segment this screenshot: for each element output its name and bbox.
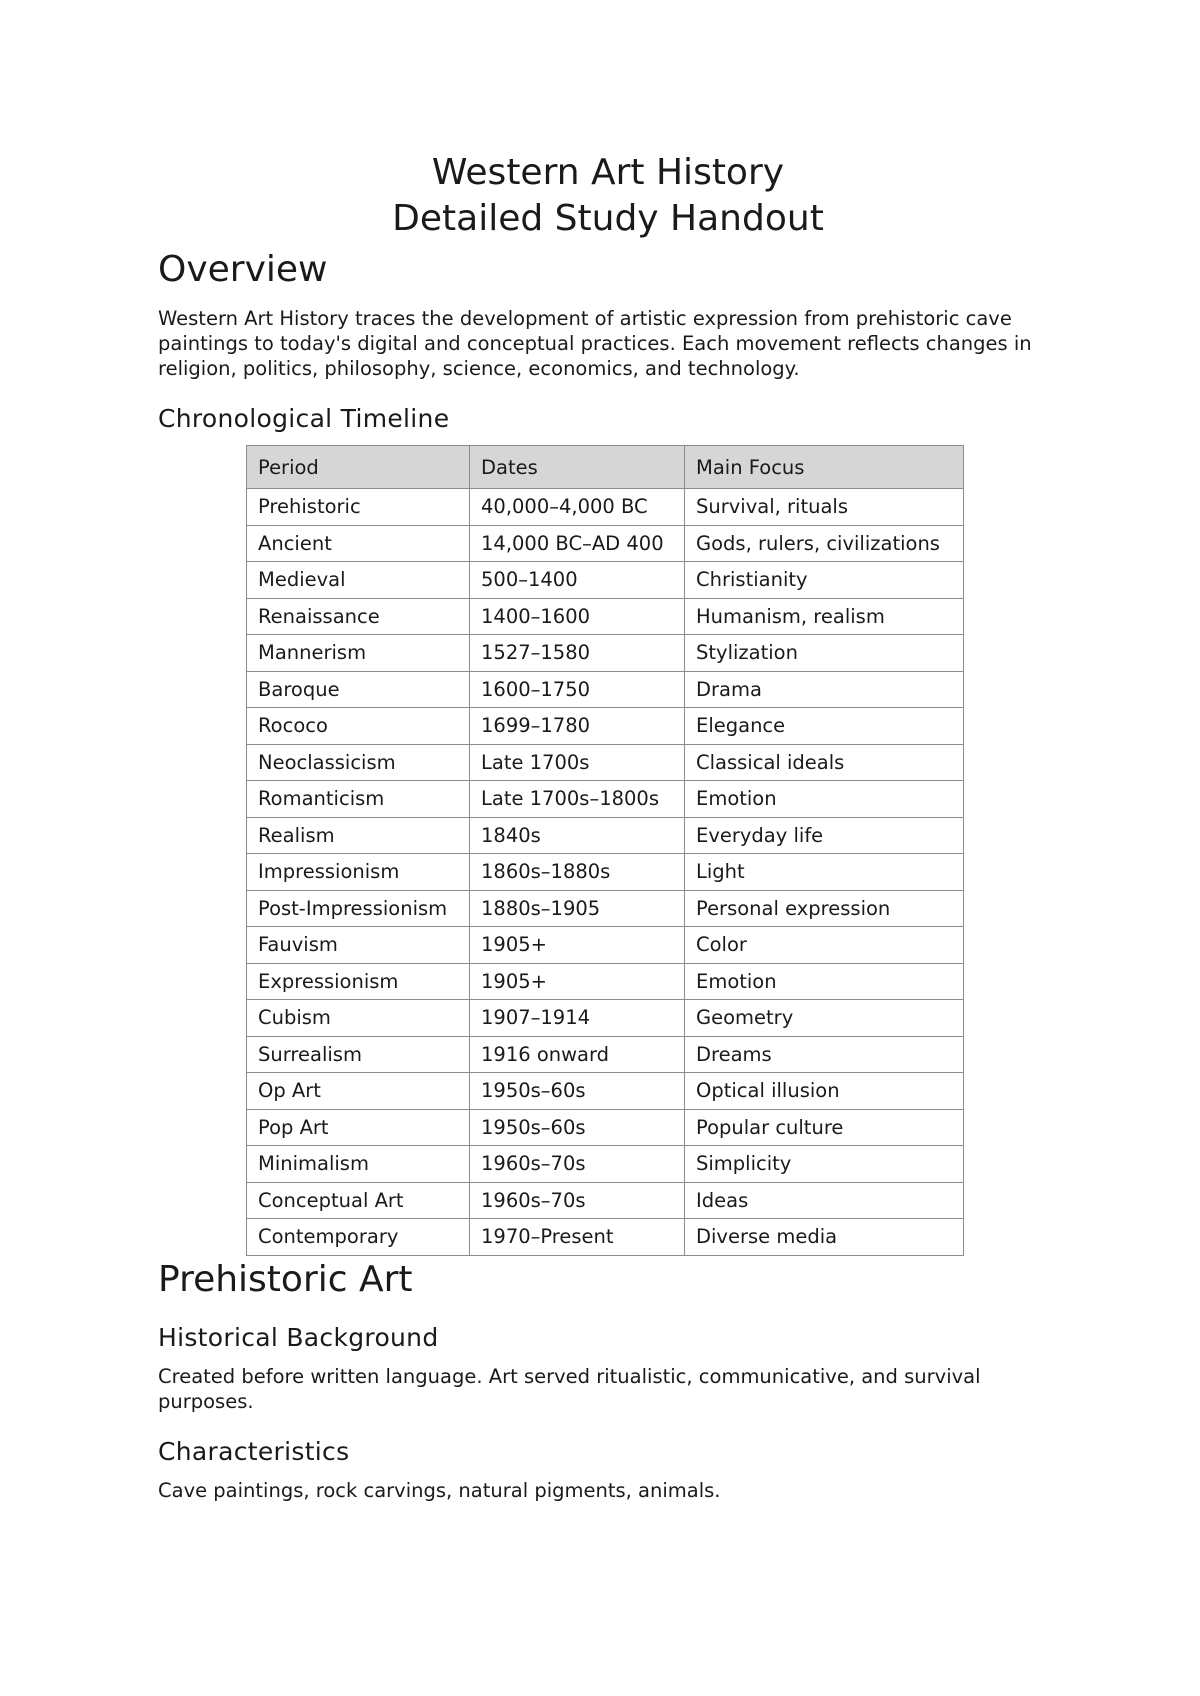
period-cell: Medieval [247,562,470,599]
timeline-body [247,489,964,1256]
period-cell: Contemporary [247,1219,470,1256]
period-cell: Renaissance [247,598,470,635]
table-row [247,890,964,927]
dates-cell: 1905+ [470,963,685,1000]
dates-cell: 1905+ [470,927,685,964]
dates-cell: 1950s–60s [470,1073,685,1110]
main-focus-cell: Drama [685,671,964,708]
period-cell: Surrealism [247,1036,470,1073]
period-cell: Ancient [247,525,470,562]
main-focus-cell: Optical illusion [685,1073,964,1110]
title-line-1: Western Art History [431,152,785,193]
table-row [247,1182,964,1219]
historical-background-paragraph: Created before written language. Art served ritualistic, communicative, and survival purposes. [158,1364,981,1413]
dates-cell: 1960s–70s [470,1146,685,1183]
dates-cell: 1400–1600 [470,598,685,635]
table-row [247,1146,964,1183]
dates-cell: Late 1700s–1800s [470,781,685,818]
dates-cell: 1840s [470,817,685,854]
document-title [158,150,1058,242]
period-cell: Fauvism [247,927,470,964]
main-focus-cell: Simplicity [685,1146,964,1183]
main-focus-cell: Humanism, realism [685,598,964,635]
dates-cell: 1950s–60s [470,1109,685,1146]
main-focus-cell: Dreams [685,1036,964,1073]
main-focus-cell: Geometry [685,1000,964,1037]
main-focus-cell: Ideas [685,1182,964,1219]
timeline-header-row [247,446,964,489]
document-page [158,150,1058,1503]
characteristics-heading: Characteristics [158,1436,350,1466]
overview-paragraph: Western Art History traces the development of artistic expression from prehistoric cave paintings to today's digital and conceptual practices. Each movement reflects changes in religion, politics, philosophy, science, economics, and technology. [158,307,1032,380]
dates-cell: 40,000–4,000 BC [470,489,685,526]
period-cell: Impressionism [247,854,470,891]
period-cell: Conceptual Art [247,1182,470,1219]
dates-cell: 1960s–70s [470,1182,685,1219]
dates-cell: Late 1700s [470,744,685,781]
dates-cell: 1600–1750 [470,671,685,708]
dates-cell: 1699–1780 [470,708,685,745]
main-focus-cell: Popular culture [685,1109,964,1146]
table-row [247,963,964,1000]
main-focus-cell: Light [685,854,964,891]
table-row [247,744,964,781]
table-row [247,1219,964,1256]
main-focus-cell: Elegance [685,708,964,745]
dates-cell: 1880s–1905 [470,890,685,927]
table-row [247,1036,964,1073]
period-cell: Neoclassicism [247,744,470,781]
table-row [247,1073,964,1110]
period-cell: Baroque [247,671,470,708]
table-row [247,854,964,891]
table-row [247,708,964,745]
characteristics-paragraph: Cave paintings, rock carvings, natural pigments, animals. [158,1478,721,1502]
dates-cell: 1527–1580 [470,635,685,672]
period-cell: Post-Impressionism [247,890,470,927]
timeline-heading: Chronological Timeline [158,404,450,433]
main-focus-cell: Color [685,927,964,964]
dates-cell: 1907–1914 [470,1000,685,1037]
dates-cell: 500–1400 [470,562,685,599]
period-cell: Romanticism [247,781,470,818]
period-cell: Cubism [247,1000,470,1037]
table-row [247,817,964,854]
main-focus-cell: Survival, rituals [685,489,964,526]
main-focus-cell: Emotion [685,963,964,1000]
table-row [247,927,964,964]
period-cell: Expressionism [247,963,470,1000]
table-row [247,562,964,599]
table-row [247,781,964,818]
table-row [247,598,964,635]
dates-cell: 14,000 BC–AD 400 [470,525,685,562]
column-header-dates: Dates [470,446,685,489]
dates-cell: 1916 onward [470,1036,685,1073]
table-row [247,1109,964,1146]
period-cell: Minimalism [247,1146,470,1183]
title-line-2: Detailed Study Handout [392,198,824,239]
period-cell: Prehistoric [247,489,470,526]
table-row [247,671,964,708]
table-row [247,489,964,526]
main-focus-cell: Diverse media [685,1219,964,1256]
historical-background-heading: Historical Background [158,1322,439,1352]
period-cell: Realism [247,817,470,854]
table-row [247,1000,964,1037]
period-cell: Pop Art [247,1109,470,1146]
main-focus-cell: Classical ideals [685,744,964,781]
main-focus-cell: Personal expression [685,890,964,927]
main-focus-cell: Everyday life [685,817,964,854]
main-focus-cell: Stylization [685,635,964,672]
table-row [247,635,964,672]
main-focus-cell: Christianity [685,562,964,599]
column-header-main-focus: Main Focus [685,446,964,489]
table-row [247,525,964,562]
timeline-table [246,445,964,1256]
column-header-period: Period [247,446,470,489]
period-cell: Op Art [247,1073,470,1110]
main-focus-cell: Emotion [685,781,964,818]
dates-cell: 1860s–1880s [470,854,685,891]
overview-heading: Overview [158,249,328,290]
period-cell: Mannerism [247,635,470,672]
period-cell: Rococo [247,708,470,745]
prehistoric-heading: Prehistoric Art [158,1258,413,1300]
main-focus-cell: Gods, rulers, civilizations [685,525,964,562]
dates-cell: 1970–Present [470,1219,685,1256]
